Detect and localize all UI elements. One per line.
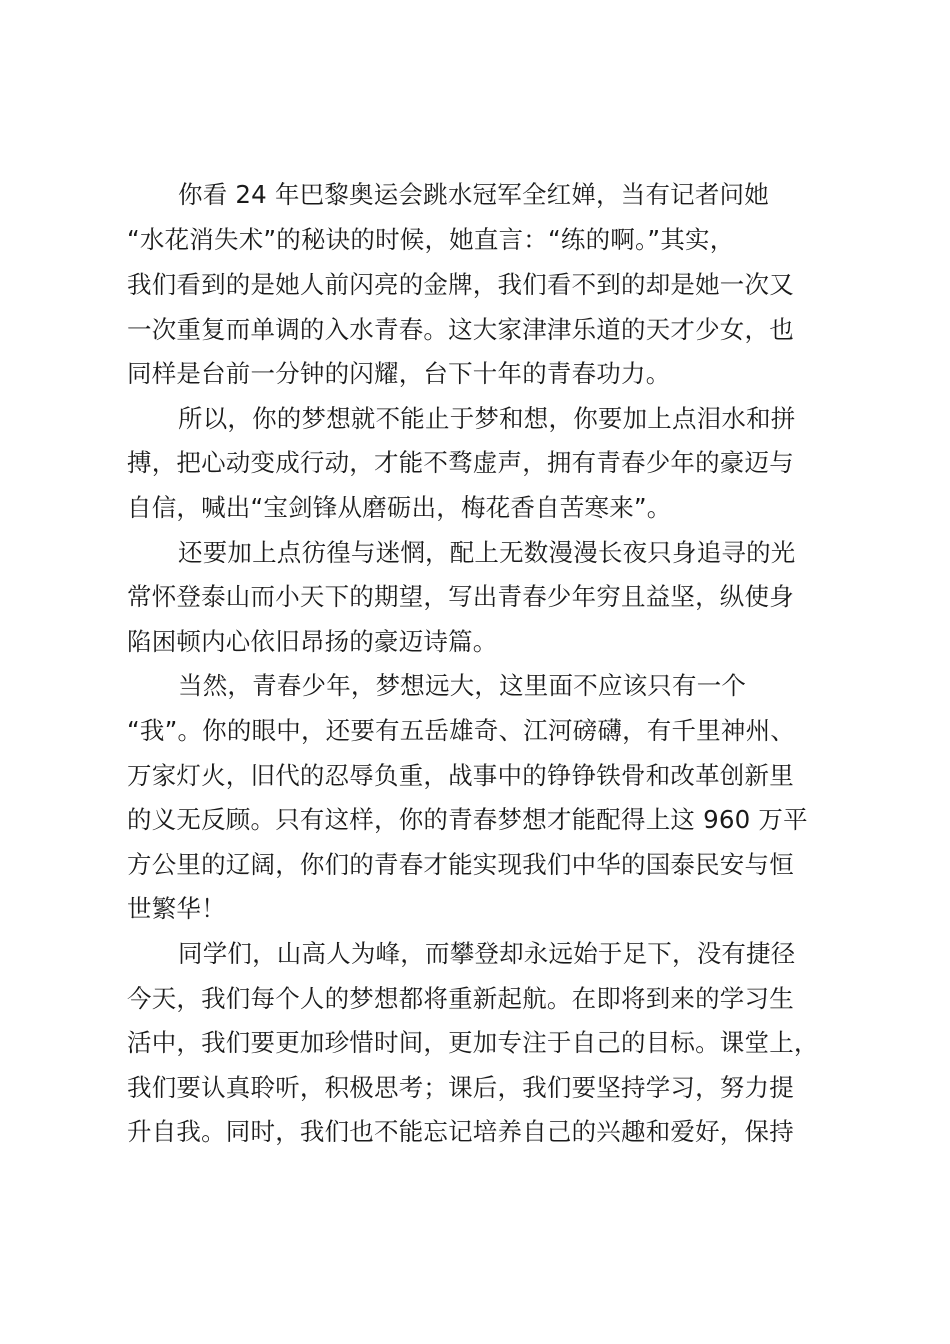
text-line: 你看 24 年巴黎奥运会跳水冠军全红婵，当有记者问她 (178, 180, 769, 209)
text-line: 万家灯火，旧代的忍辱负重，战事中的铮铮铁骨和改革创新里 (127, 761, 794, 790)
text-line: 还要加上点彷徨与迷惘，配上无数漫漫长夜只身追寻的光 (178, 538, 796, 567)
text-line: 陷困顿内心依旧昂扬的豪迈诗篇。 (127, 627, 498, 656)
text-line: “水花消失术”的秘诀的时候，她直言：“练的啊。”其实， (127, 225, 735, 254)
text-line: 一次重复而单调的入水青春。这大家津津乐道的天才少女，也 (127, 315, 794, 344)
text-line: “我”。你的眼中，还要有五岳雄奇、江河磅礴，有千里神州、 (127, 716, 795, 745)
text-line: 我们看到的是她人前闪亮的金牌，我们看不到的却是她一次又 (127, 270, 794, 299)
text-line: 常怀登泰山而小天下的期望，写出青春少年穷且益坚，纵使身 (127, 582, 794, 611)
text-line: 升自我。同时，我们也不能忘记培养自己的兴趣和爱好，保持 (127, 1117, 794, 1146)
text-line: 同样是台前一分钟的闪耀，台下十年的青春功力。 (127, 359, 671, 388)
text-line: 搏，把心动变成行动，才能不骛虚声，拥有青春少年的豪迈与 (127, 448, 794, 477)
text-line: 今天，我们每个人的梦想都将重新起航。在即将到来的学习生 (127, 984, 794, 1013)
text-line: 世繁华！ (127, 894, 226, 923)
text-line: 自信，喊出“宝剑锋从磨砺出，梅花香自苦寒来”。 (127, 493, 672, 522)
text-line: 的义无反顾。只有这样，你的青春梦想才能配得上这 960 万平 (127, 805, 808, 834)
text-line: 同学们，山高人为峰，而攀登却永远始于足下，没有捷径 (178, 939, 796, 968)
text-line: 所以，你的梦想就不能止于梦和想，你要加上点泪水和拼 (178, 404, 796, 433)
text-line: 活中，我们要更加珍惜时间，更加专注于自己的目标。课堂上， (127, 1028, 819, 1057)
text-line: 当然，青春少年，梦想远大，这里面不应该只有一个 (178, 671, 747, 700)
text-line: 我们要认真聆听，积极思考；课后，我们要坚持学习，努力提 (127, 1073, 794, 1102)
text-line: 方公里的辽阔，你们的青春才能实现我们中华的国泰民安与恒 (127, 850, 794, 879)
